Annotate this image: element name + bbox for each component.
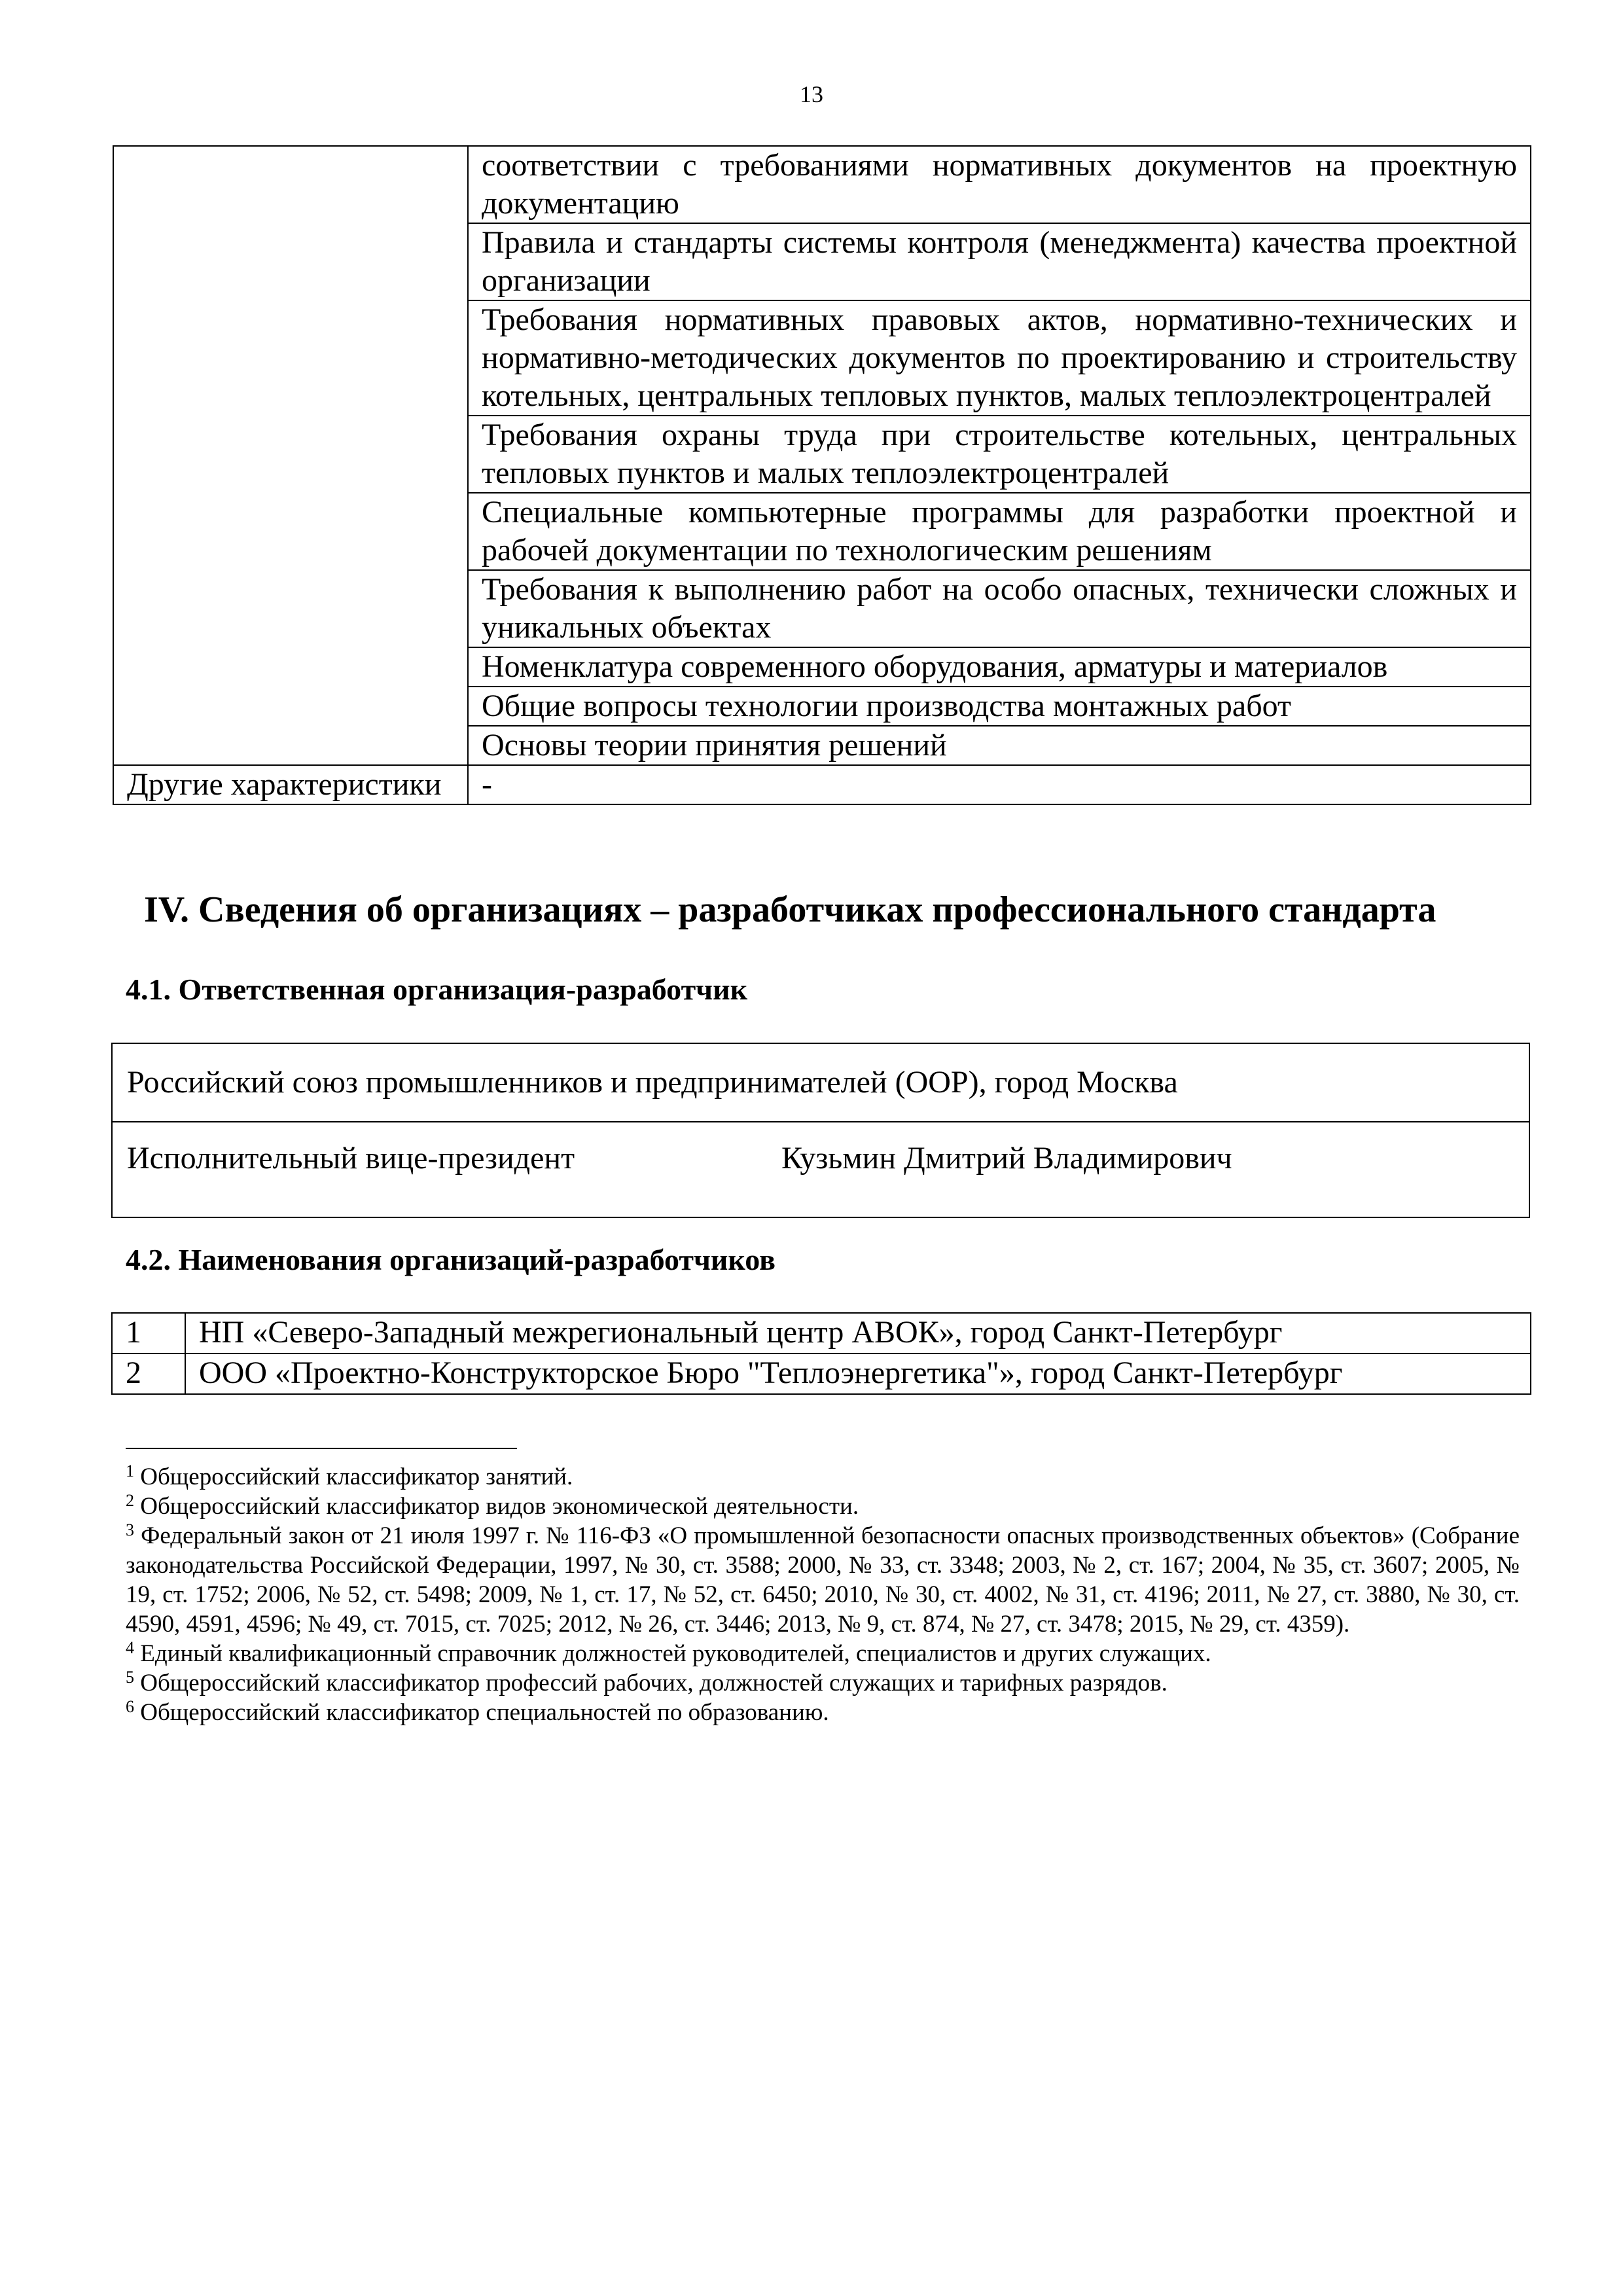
other-characteristics-value: -: [468, 765, 1531, 804]
developer-name: ООО «Проектно-Конструкторское Бюро "Теплоэнергетика"», город Санкт-Петербург: [185, 1354, 1531, 1394]
footnote-text: Общероссийский классификатор видов экономической деятельности.: [140, 1493, 859, 1520]
footnote-marker: 3: [126, 1520, 134, 1539]
table-cell: Требования охраны труда при строительстве котельных, центральных тепловых пунктов и малых теплоэлектроцентралей: [468, 416, 1531, 493]
table-cell: соответствии с требованиями нормативных документов на проектную документацию: [468, 146, 1531, 223]
footnote-marker: 2: [126, 1491, 134, 1510]
table-cell: Специальные компьютерные программы для разработки проектной и рабочей документации по технологическим решениям: [468, 493, 1531, 570]
table-cell: Номенклатура современного оборудования, арматуры и материалов: [468, 647, 1531, 687]
developers-table: [111, 1312, 1531, 1395]
section-title: IV. Сведения об организациях – разработчиках профессионального стандарта: [144, 889, 1436, 930]
org-name: Российский союз промышленников и предпринимателей (ООР), город Москва: [112, 1043, 1529, 1122]
table-cell: Требования к выполнению работ на особо опасных, технически сложных и уникальных объектах: [468, 570, 1531, 647]
footnotes: [126, 1462, 1520, 1727]
table-row: [113, 146, 1531, 223]
footnote: [126, 1492, 1520, 1521]
footnote-text: Общероссийский классификатор профессий рабочих, должностей служащих и тарифных разрядов.: [140, 1670, 1168, 1696]
table-row: [112, 1354, 1531, 1394]
signatory-cell: [112, 1122, 1529, 1217]
footnote-marker: 6: [126, 1697, 134, 1716]
row-number: 2: [112, 1354, 185, 1394]
footnote-marker: 5: [126, 1668, 134, 1687]
footnote: [126, 1668, 1520, 1698]
table-row: [112, 1122, 1529, 1217]
footnote-separator: [126, 1448, 517, 1449]
footnote: [126, 1698, 1520, 1727]
subsection-title-4-2: 4.2. Наименования организаций-разработчиков: [126, 1243, 776, 1276]
table-row: [112, 1043, 1529, 1122]
footnote-text: Единый квалификационный справочник должностей руководителей, специалистов и других служащих.: [140, 1640, 1211, 1667]
footnote: [126, 1462, 1520, 1492]
row-number: 1: [112, 1313, 185, 1354]
developer-name: НП «Северо-Западный межрегиональный центр АВОК», город Санкт-Петербург: [185, 1313, 1531, 1354]
table-row: [112, 1313, 1531, 1354]
footnote-marker: 1: [126, 1462, 134, 1480]
footnote: [126, 1521, 1520, 1639]
page-number: 13: [800, 81, 823, 107]
table-cell: Основы теории принятия решений: [468, 726, 1531, 765]
footnote-text: Федеральный закон от 21 июля 1997 г. № 116-ФЗ «О промышленной безопасности опасных производственных объектов» (Собрание законодательства Российской Федерации, 1997, № 30, ст. 3588; 2000, № 33, ст. 3348; 2003, № 2, ст. 167; 2004, № 35, ст. 3607; 2005, № 19, ст. 1752; 2006, № 52, ст. 5498; 2009, № 1, ст. 17, № 52, ст. 6450; 2010, № 30, ст. 4002, № 31, ст. 4196; 2011, № 27, ст. 3880, № 30, ст. 4590, 4591, 4596; № 49, ст. 7015, ст. 7025; 2012, № 26, ст. 3446; 2013, № 9, ст. 874, № 27, ст. 3478; 2015, № 29, ст. 4359).: [126, 1522, 1520, 1638]
table-cell: Общие вопросы технологии производства монтажных работ: [468, 687, 1531, 726]
table-cell: Требования нормативных правовых актов, нормативно-технических и нормативно-методических документов по проектированию и строительству котельных, центральных тепловых пунктов, малых теплоэлектроцентралей: [468, 300, 1531, 416]
requirements-table: [113, 145, 1531, 805]
table-cell: Правила и стандарты системы контроля (менеджмента) качества проектной организации: [468, 223, 1531, 300]
footnote: [126, 1639, 1520, 1668]
empty-label-cell: [113, 146, 468, 765]
responsible-org-box: [111, 1043, 1530, 1218]
subsection-title-4-1: 4.1. Ответственная организация-разработчик: [126, 973, 748, 1006]
other-characteristics-label: Другие характеристики: [113, 765, 468, 804]
table-row: [113, 765, 1531, 804]
footnote-text: Общероссийский классификатор специальностей по образованию.: [140, 1699, 829, 1726]
footnote-text: Общероссийский классификатор занятий.: [140, 1463, 573, 1490]
footnote-marker: 4: [126, 1638, 134, 1657]
signatory-name: Кузьмин Дмитрий Владимирович: [781, 1141, 1232, 1175]
signatory-position: Исполнительный вице-президент: [127, 1141, 575, 1175]
